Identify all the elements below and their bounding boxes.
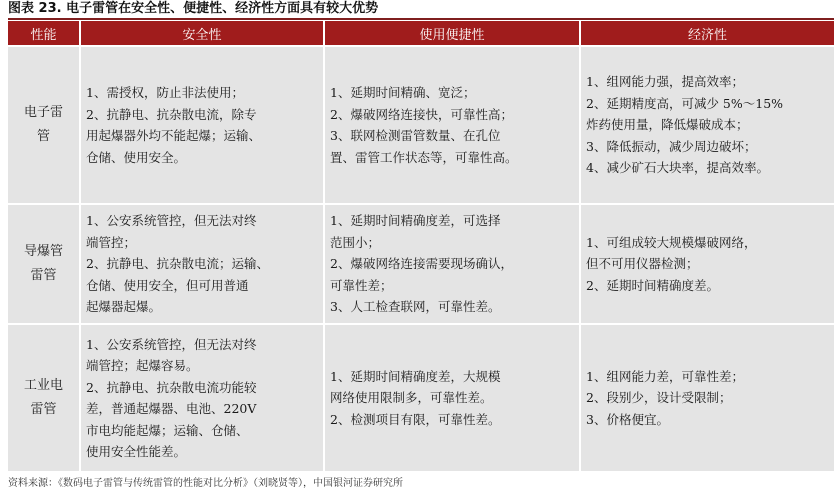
row-label-line: 电子雷 xyxy=(23,105,63,120)
cell-line: 1、延期时间精确度差，可选择 xyxy=(330,213,501,229)
cell-line: 1、组网能力强，提高效率； xyxy=(586,74,744,90)
row-label-line: 导爆管 xyxy=(23,244,63,259)
row-label xyxy=(8,324,80,471)
source-note: 资料来源：《数码电子雷管与传统雷管的性能对比分析》（刘晓贤等），中国银河证券研究所 xyxy=(8,478,403,489)
economy-cell xyxy=(580,46,834,204)
cell-line: 4、减少矿石大块率，提高效率。 xyxy=(586,160,769,176)
row-label-line: 工业电 xyxy=(23,378,63,393)
cell-line: 使用安全性能差。 xyxy=(86,444,187,459)
header-row xyxy=(8,21,834,46)
cell-line: 1、公安系统管控，但无法对终 xyxy=(86,336,257,352)
safety-cell xyxy=(80,204,324,324)
cell-line: 但不可用仪器检测； xyxy=(586,256,699,272)
row-label-line: 雷管 xyxy=(30,268,57,283)
cell-line: 可靠性差； xyxy=(330,277,393,293)
cell-line: 2、延期时间精确度差。 xyxy=(586,277,719,293)
figure-title: 图表 23. 电子雷管在安全性、便捷性、经济性方面具有较大优势 xyxy=(8,1,379,16)
cell-line: 2、爆破网络连接需要现场确认， xyxy=(330,256,513,272)
cell-line: 1、公安系统管控，但无法对终 xyxy=(86,213,257,229)
economy-cell xyxy=(580,204,834,324)
cell-line: 1、可组成较大规模爆破网络， xyxy=(586,234,757,250)
table-row xyxy=(8,324,834,471)
cell-line: 仓储、使用安全，但可用普通 xyxy=(86,277,249,293)
row-label xyxy=(8,204,80,324)
cell-line: 差，普通起爆器、电池、220V xyxy=(86,401,257,416)
header-cell-convenience: 使用便捷性 xyxy=(324,21,580,46)
cell-line: 用起爆器外均不能起爆；运输、 xyxy=(86,128,262,143)
table-row xyxy=(8,204,834,324)
cell-line: 1、延期时间精确度差，大规模 xyxy=(330,368,501,384)
convenience-cell xyxy=(324,324,580,471)
cell-line: 3、降低振动，减少周边破坏； xyxy=(586,138,757,154)
table-row xyxy=(8,46,834,204)
cell-line: 端管控；起爆容易。 xyxy=(86,358,199,373)
economy-cell xyxy=(580,324,834,471)
header-cell-safety: 安全性 xyxy=(80,21,324,46)
cell-line: 2、爆破网络连接快，可靠性高； xyxy=(330,106,513,122)
title-rule xyxy=(8,18,834,20)
cell-line: 2、抗静电、抗杂散电流；运输、 xyxy=(86,256,269,272)
cell-line: 1、需授权，防止非法使用； xyxy=(86,85,244,100)
cell-line: 1、组网能力差，可靠性差； xyxy=(586,368,744,384)
cell-line: 3、联网检测雷管数量、在孔位 xyxy=(330,128,501,143)
cell-line: 端管控； xyxy=(86,234,137,250)
cell-line: 3、人工检查联网，可靠性差。 xyxy=(330,299,501,315)
cell-line: 起爆器起爆。 xyxy=(86,299,162,315)
cell-line: 2、延期精度高，可减少 5%～15% xyxy=(586,95,784,111)
convenience-cell xyxy=(324,204,580,324)
cell-line: 炸药使用量，降低爆破成本； xyxy=(586,117,749,133)
cell-line: 2、检测项目有限，可靠性差。 xyxy=(330,411,501,427)
safety-cell xyxy=(80,46,324,204)
cell-line: 2、抗静电、抗杂散电流，除专 xyxy=(86,106,257,122)
cell-line: 市电均能起爆；运输、仓储、 xyxy=(86,422,249,438)
row-label-line: 雷管 xyxy=(30,402,57,417)
cell-line: 1、延期时间精确、宽泛； xyxy=(330,85,476,100)
cell-line: 2、段别少，设计受限制； xyxy=(586,390,732,406)
convenience-cell xyxy=(324,46,580,204)
cell-line: 网络使用限制多，可靠性差。 xyxy=(330,390,493,406)
cell-line: 仓储、使用安全。 xyxy=(86,149,187,165)
cell-line: 置、雷管工作状态等，可靠性高。 xyxy=(330,149,518,165)
cell-line: 2、抗静电、抗杂散电流功能较 xyxy=(86,379,257,395)
comparison-table xyxy=(8,21,834,471)
header-cell-economy: 经济性 xyxy=(580,21,834,46)
cell-line: 3、价格便宜。 xyxy=(586,411,669,427)
cell-line: 范围小； xyxy=(330,234,381,250)
row-label xyxy=(8,46,80,204)
header-cell-performance: 性能 xyxy=(8,21,80,46)
row-label-line: 管 xyxy=(36,129,50,144)
safety-cell xyxy=(80,324,324,471)
